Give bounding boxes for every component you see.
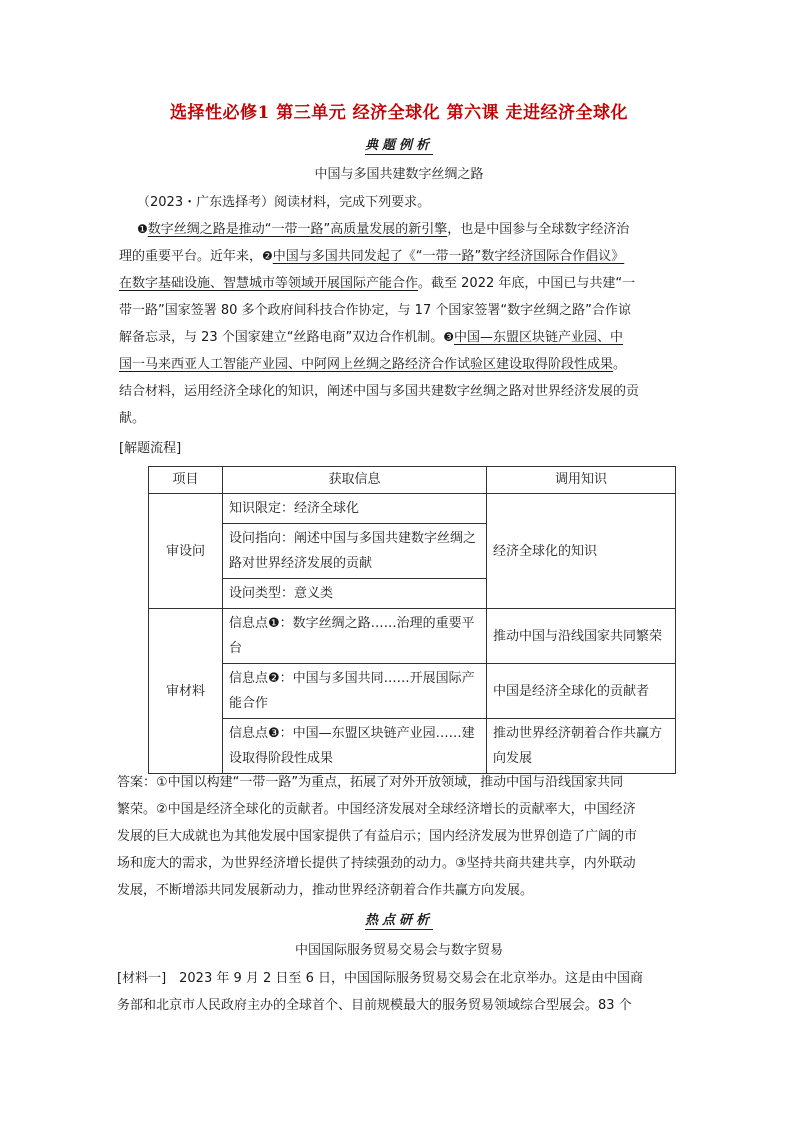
section-heading-examples: 典题例析 [119,134,679,155]
answer-line: 繁荣。②中国是经济全球化的贡献者。中国经济发展对全球经济增长的贡献率大，中国经济 [117,802,636,817]
material-line: 献。 [119,411,146,426]
solution-flow-table [148,466,676,774]
material-line: [材料一] 2023 年 9 月 2 日至 6 日，中国国际服务贸易交易会在北京举办。这是由中国商 [117,971,643,986]
material-line: 务部和北京市人民政府主办的全球首个、目前规模最大的服务贸易领域综合型展会。83 个 [117,998,632,1013]
page-title: 选择性必修1 第三单元 经济全球化 第六课 走进经济全球化 [169,103,628,123]
knowledge-cell: 经济全球化的知识 [487,494,676,609]
info-cell: 设问类型：意义类 [223,579,487,609]
material-line: 结合材料，运用经济全球化的知识，阐述中国与多国共建数字丝绸之路对世界经济发展的贡 [119,384,640,399]
info-cell: 设问指向：阐述中国与多国共建数字丝绸之路对世界经济发展的贡献 [223,524,487,579]
table-header-row [149,467,676,494]
knowledge-cell: 中国是经济全球化的贡献者 [487,664,676,719]
answer-line: 发展的巨大成就也为其他发展中国家提供了有益启示；国内经济发展为世界创造了广阔的市 [117,829,638,844]
table-row [149,719,676,774]
material-line: 理的重要平台。近年来，❷中国与多国共同发起了《“一带一路”数字经济国际合作倡议》 [119,249,625,264]
knowledge-cell: 推动世界经济朝着合作共赢方向发展 [487,719,676,774]
section-subtitle: 中国国际服务贸易交易会与数字贸易 [294,943,503,958]
table-row [149,609,676,664]
material-line: 带一路”国家签署 80 多个政府间科技合作协定，与 17 个国家签署“数字丝绸之路”合作谅 [119,303,631,318]
answer-line: 场和庞大的需求，为世界经济增长提供了持续强劲的动力。③坚持共商共建共享，内外联动 [117,856,636,871]
table-row [149,494,676,524]
material-line: ❶数字丝绸之路是推动“一带一路”高质量发展的新引擎，也是中国参与全球数字经济治 [137,222,630,237]
info-cell: 知识限定：经济全球化 [223,494,487,524]
table-header: 调用知识 [487,467,676,494]
knowledge-cell: 推动中国与沿线国家共同繁荣 [487,609,676,664]
table-header: 获取信息 [223,467,487,494]
question-source: （2023・广东选择考）阅读材料，完成下列要求。 [137,195,431,210]
info-cell: 信息点❶：数字丝绸之路……治理的重要平台 [223,609,487,664]
info-cell: 信息点❷：中国与多国共同……开展国际产能合作 [223,664,487,719]
info-cell: 信息点❸：中国—东盟区块链产业园……建设取得阶段性成果 [223,719,487,774]
material-line: 国一马来西亚人工智能产业园、中阿网上丝绸之路经济合作试验区建设取得阶段性成果。 [119,357,627,372]
material-line: 解备忘录，与 23 个国家建立“丝路电商”双边合作机制。❸中国—东盟区块链产业园、中 [119,330,624,345]
group-label: 审材料 [149,609,223,774]
table-row [149,664,676,719]
section-subtitle: 中国与多国共建数字丝绸之路 [314,167,484,182]
answer-line: 发展，不断增添共同发展新动力，推动世界经济朝着合作共赢方向发展。 [117,883,534,898]
section-heading-hotspot: 热点研析 [119,909,679,930]
answer-line: 答案：①中国以构建“一带一路”为重点，拓展了对外开放领域，推动中国与沿线国家共同 [117,775,624,790]
group-label: 审设问 [149,494,223,609]
flow-label: [解题流程] [119,441,182,456]
table-header: 项目 [149,467,223,494]
material-line: 在数字基础设施、智慧城市等领域开展国际产能合作。截至 2022 年底，中国已与共建“一 [119,276,636,291]
